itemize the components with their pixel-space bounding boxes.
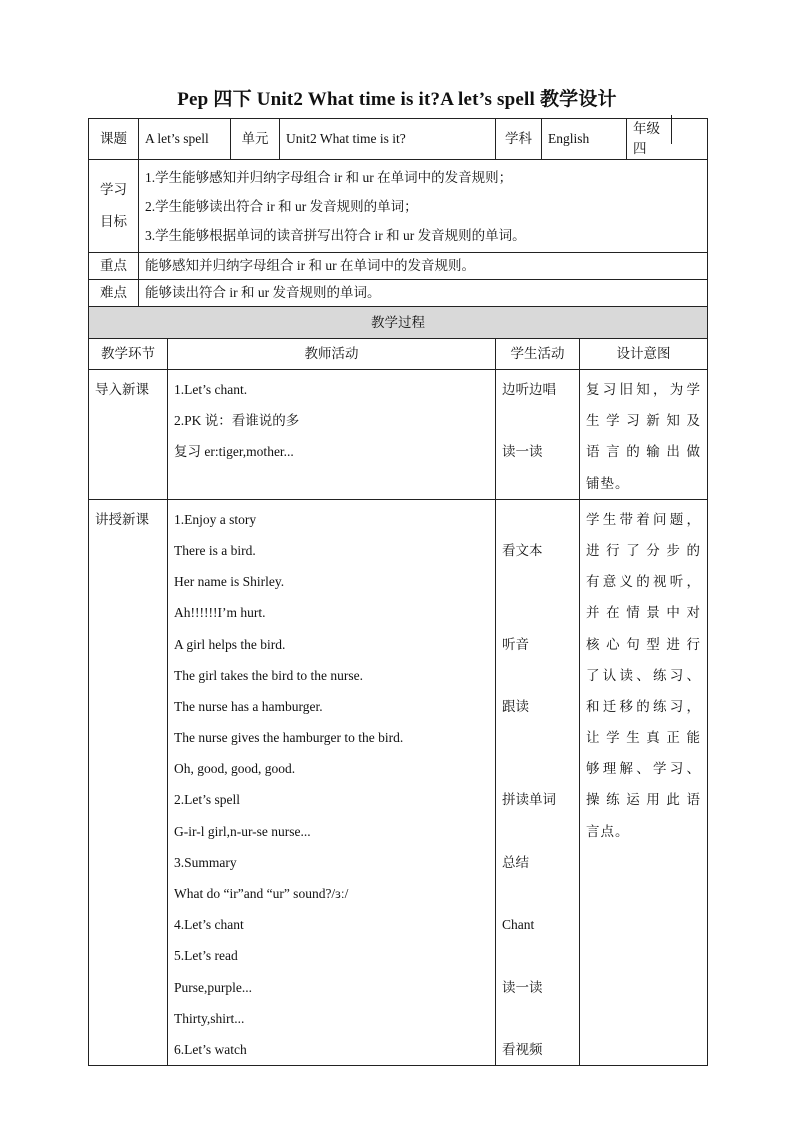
intent-line: 进行了分步的 xyxy=(586,542,702,558)
grade-cell xyxy=(627,119,708,160)
table-row xyxy=(89,499,708,1065)
student-line xyxy=(502,816,573,847)
teacher-line: 5.Let’s read xyxy=(174,948,238,964)
intent-line: 和迁移的练习， xyxy=(586,698,702,714)
difficulty-label: 难点 xyxy=(89,280,139,307)
subject-label: 学科 xyxy=(496,119,542,160)
teacher-line: There is a bird. xyxy=(174,542,256,558)
unit-label: 单元 xyxy=(231,119,280,160)
teacher-line: 6.Let’s watch xyxy=(174,1041,247,1057)
intent-line: 操练运用此语 xyxy=(586,792,702,808)
grade-value: 四 xyxy=(633,141,647,156)
topic-label: 课题 xyxy=(89,119,139,160)
teacher-line: The girl takes the bird to the nurse. xyxy=(174,667,363,683)
student-line xyxy=(502,753,573,784)
stage-cell xyxy=(89,499,168,1065)
teacher-line: G-ir-l girl,n-ur-se nurse... xyxy=(174,823,311,839)
teacher-line: 2.PK 说：看谁说的多 xyxy=(174,413,300,429)
stage-label: 导入新课 xyxy=(95,382,149,397)
student-line xyxy=(502,722,573,753)
intent-line: 言点。 xyxy=(586,823,630,839)
teacher-line: Ah!!!!!!I’m hurt. xyxy=(174,605,266,621)
intent-line: 并在情景中对 xyxy=(586,605,702,621)
student-line xyxy=(502,660,573,691)
student-line: 听音 xyxy=(502,636,529,652)
teacher-line: 2.Let’s spell xyxy=(174,792,240,808)
difficulty-row xyxy=(89,280,708,307)
intent-line: 有意义的视听， xyxy=(586,574,702,590)
teacher-line: 3.Summary xyxy=(174,854,237,870)
intent-line: 学生带着问题， xyxy=(586,511,702,527)
student-line: 跟读 xyxy=(502,698,529,714)
student-line: 拼读单词 xyxy=(502,792,556,808)
grade-label: 年级 xyxy=(633,121,661,136)
info-row xyxy=(89,119,708,160)
intent-line: 够理解、学习、 xyxy=(586,761,702,777)
student-line: 看视频 xyxy=(502,1041,543,1057)
goals-list xyxy=(139,160,708,253)
student-activity-cell xyxy=(496,370,580,500)
goal-item: 2.学生能够读出符合 ir 和 ur 发音规则的单词； xyxy=(145,198,418,214)
intent-cell xyxy=(580,370,708,500)
col-student-header: 学生活动 xyxy=(496,339,580,370)
teacher-line: Purse,purple... xyxy=(174,979,252,995)
table-row xyxy=(89,370,708,500)
col-stage-header: 教学环节 xyxy=(89,339,168,370)
intent-line: 让学生真正能 xyxy=(586,730,702,746)
topic-value: A let’s spell xyxy=(139,119,231,160)
student-line xyxy=(502,504,573,535)
goal-item: 1.学生能够感知并归纳字母组合 ir 和 ur 在单词中的发音规则； xyxy=(145,169,513,185)
col-teacher-header: 教师活动 xyxy=(168,339,496,370)
teacher-line: Thirty,shirt... xyxy=(174,1010,245,1026)
process-header: 教学过程 xyxy=(89,307,708,339)
teacher-line: The nurse gives the hamburger to the bird. xyxy=(174,730,404,746)
teacher-line: Her name is Shirley. xyxy=(174,574,285,590)
stage-cell xyxy=(89,370,168,500)
intent-line: 核心句型进行 xyxy=(586,636,702,652)
student-activity-cell xyxy=(496,499,580,1065)
goals-label-top: 学习 xyxy=(100,182,127,197)
intent-line: 了认读、练习、 xyxy=(586,667,702,683)
intent-line: 语言的输出做 xyxy=(586,444,702,460)
student-line: 总结 xyxy=(502,854,529,870)
goal-item: 3.学生能够根据单词的读音拼写出符合 ir 和 ur 发音规则的单词。 xyxy=(145,227,526,243)
difficulty-value: 能够读出符合 ir 和 ur 发音规则的单词。 xyxy=(139,280,708,307)
intent-line: 生学习新知及 xyxy=(586,413,702,429)
lesson-plan-table xyxy=(88,118,707,1066)
goals-label xyxy=(89,160,139,253)
key-point-label: 重点 xyxy=(89,253,139,280)
student-line: 读一读 xyxy=(502,444,543,460)
teacher-activity-cell xyxy=(168,370,496,500)
unit-value: Unit2 What time is it? xyxy=(280,119,496,160)
teacher-line: 1.Enjoy a story xyxy=(174,511,257,527)
document-title: Pep 四下 Unit2 What time is it?A let’s spell 教学设计 xyxy=(177,89,617,110)
student-line xyxy=(502,878,573,909)
student-line xyxy=(502,566,573,597)
teacher-line: Oh, good, good, good. xyxy=(174,761,296,777)
teacher-line: 复习 er:tiger,mother... xyxy=(174,444,294,460)
column-header-row xyxy=(89,339,708,370)
key-point-row xyxy=(89,253,708,280)
teacher-line: 4.Let’s chant xyxy=(174,917,244,933)
student-line: Chant xyxy=(502,917,535,933)
intent-line: 复习旧知，为学 xyxy=(586,382,702,397)
student-line xyxy=(502,597,573,628)
student-line: 边听边唱 xyxy=(502,382,556,397)
teacher-line: A girl helps the bird. xyxy=(174,636,286,652)
process-header-row xyxy=(89,307,708,339)
teacher-activity-cell xyxy=(168,499,496,1065)
col-intent-header: 设计意图 xyxy=(580,339,708,370)
goals-row xyxy=(89,160,708,253)
student-line xyxy=(502,1003,573,1034)
goals-label-bottom: 目标 xyxy=(100,214,127,229)
stage-label: 讲授新课 xyxy=(95,511,149,527)
student-line xyxy=(502,405,573,436)
student-line xyxy=(502,940,573,971)
student-line: 读一读 xyxy=(502,979,543,995)
subject-value: English xyxy=(542,119,627,160)
teacher-line: What do “ir”and “ur” sound?/ɜː/ xyxy=(174,886,349,901)
intent-cell xyxy=(580,499,708,1065)
teacher-line: 1.Let’s chant. xyxy=(174,382,248,397)
intent-line: 铺垫。 xyxy=(586,475,630,491)
key-point-value: 能够感知并归纳字母组合 ir 和 ur 在单词中的发音规则。 xyxy=(139,253,708,280)
student-line: 看文本 xyxy=(502,542,543,558)
teacher-line: The nurse has a hamburger. xyxy=(174,698,323,714)
